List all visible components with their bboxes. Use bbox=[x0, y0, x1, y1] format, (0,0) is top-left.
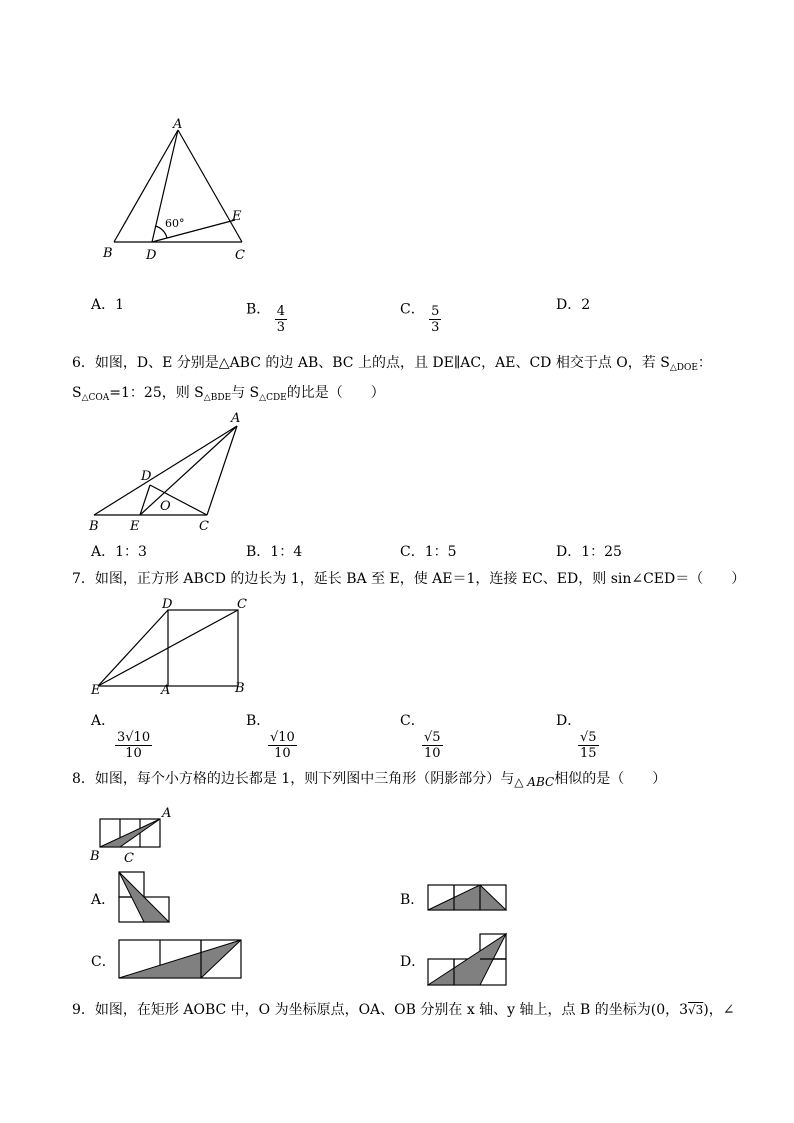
q8-option-a[interactable]: A． bbox=[91, 892, 116, 908]
fraction bbox=[429, 304, 441, 335]
q6-option-a[interactable]: A．1：3 bbox=[91, 544, 147, 560]
q6-triangle-figure bbox=[85, 406, 255, 536]
q8-option-b-figure[interactable] bbox=[427, 883, 509, 913]
label-a: A bbox=[162, 806, 172, 821]
option-letter: D． bbox=[556, 297, 582, 313]
label-a: A bbox=[173, 117, 183, 132]
q8-abc-figure bbox=[88, 803, 178, 868]
angle-label: 60° bbox=[165, 217, 185, 230]
label-a: A bbox=[161, 683, 171, 698]
q8-option-d-figure[interactable] bbox=[427, 932, 509, 988]
label-o: O bbox=[160, 499, 171, 514]
label-d: D bbox=[162, 597, 173, 612]
q5-triangle-figure bbox=[95, 112, 265, 267]
q8-option-b[interactable]: B． bbox=[400, 892, 425, 908]
q8-option-c-figure[interactable] bbox=[117, 937, 245, 981]
q7-question: 7．如图，正方形 ABCD 的边长为 1，延长 BA 至 E，使 AE＝1，连接 EC、ED，则 sin∠CED＝（ ） bbox=[72, 571, 746, 587]
label-a: A bbox=[231, 411, 241, 426]
label-c: C bbox=[124, 851, 134, 866]
q6-option-b[interactable]: B．1：4 bbox=[246, 544, 303, 560]
label-b: B bbox=[89, 519, 99, 534]
denominator: 10 bbox=[125, 746, 142, 761]
label-c: C bbox=[235, 248, 245, 263]
q6-option-d[interactable]: D．1：25 bbox=[556, 544, 622, 560]
q5-option-a[interactable] bbox=[91, 294, 124, 314]
fraction bbox=[115, 730, 152, 761]
denominator: 3 bbox=[431, 320, 440, 335]
q7-option-c[interactable] bbox=[400, 710, 443, 761]
option-value: 1 bbox=[115, 297, 125, 313]
option-letter: B． bbox=[246, 301, 271, 318]
q8-option-a-figure[interactable] bbox=[117, 870, 173, 926]
fraction bbox=[578, 730, 599, 761]
denominator: 10 bbox=[424, 746, 441, 761]
label-e: E bbox=[91, 683, 101, 698]
q6-option-c[interactable]: C．1：5 bbox=[400, 544, 457, 560]
numerator: 5 bbox=[431, 304, 440, 319]
q6-question-line1: 6．如图，D、E 分别是△ABC 的边 AB、BC 上的点，且 DE∥AC，AE、CD 相交于点 O，若 $S_{\triangle DOE}$： bbox=[72, 355, 712, 373]
fraction bbox=[422, 730, 443, 761]
fraction bbox=[268, 730, 297, 761]
q7-option-d[interactable] bbox=[556, 710, 599, 761]
label-e: E bbox=[232, 209, 242, 224]
option-value: 2 bbox=[581, 297, 591, 313]
option-letter: C． bbox=[400, 301, 425, 318]
numerator: √5 bbox=[580, 730, 597, 745]
label-b: B bbox=[90, 849, 100, 864]
q5-option-d[interactable] bbox=[556, 294, 590, 314]
fraction bbox=[275, 304, 287, 335]
numerator: √5 bbox=[424, 730, 441, 745]
option-letter: A． bbox=[91, 297, 116, 313]
q8-option-d[interactable]: D． bbox=[400, 954, 426, 970]
denominator: 15 bbox=[580, 746, 597, 761]
sqrt-three: √3 bbox=[688, 1003, 704, 1017]
q9-question: 9．如图，在矩形 AOBC 中，O 为坐标原点，OA、OB 分别在 x 轴、y 轴上，点 B 的坐标为(0，3√3)，∠ bbox=[72, 1002, 735, 1018]
label-d: D bbox=[141, 469, 152, 484]
option-letter: D． bbox=[556, 713, 582, 729]
q7-option-b[interactable] bbox=[246, 710, 297, 761]
label-c: C bbox=[199, 519, 209, 534]
numerator: √10 bbox=[270, 730, 295, 745]
q7-option-a[interactable] bbox=[91, 710, 152, 761]
q6-question-line2: $S_{\triangle COA}=1$：25，则 $S_{\triangle BDE}$与 $S_{\triangle CDE}$的比是（ ） bbox=[72, 385, 385, 403]
numerator: 4 bbox=[276, 304, 286, 319]
label-b: B bbox=[235, 681, 245, 696]
label-e: E bbox=[130, 519, 140, 534]
q8-question: 8．如图，每个小方格的边长都是 1，则下列图中三角形（阴影部分）与△ ABC相似的是（ ） bbox=[72, 771, 667, 789]
denominator: 3 bbox=[276, 320, 286, 335]
option-letter: A． bbox=[91, 713, 116, 729]
q8-option-c[interactable]: C． bbox=[91, 954, 116, 970]
option-letter: C． bbox=[400, 713, 425, 729]
option-letter: B． bbox=[246, 713, 271, 729]
label-c: C bbox=[237, 597, 247, 612]
denominator: 10 bbox=[274, 746, 291, 761]
label-d: D bbox=[146, 248, 157, 263]
numerator: 3√10 bbox=[117, 730, 151, 745]
label-b: B bbox=[103, 246, 113, 261]
q5-option-b[interactable] bbox=[246, 294, 287, 335]
q5-option-c[interactable] bbox=[400, 294, 441, 335]
q7-square-figure bbox=[85, 592, 255, 702]
